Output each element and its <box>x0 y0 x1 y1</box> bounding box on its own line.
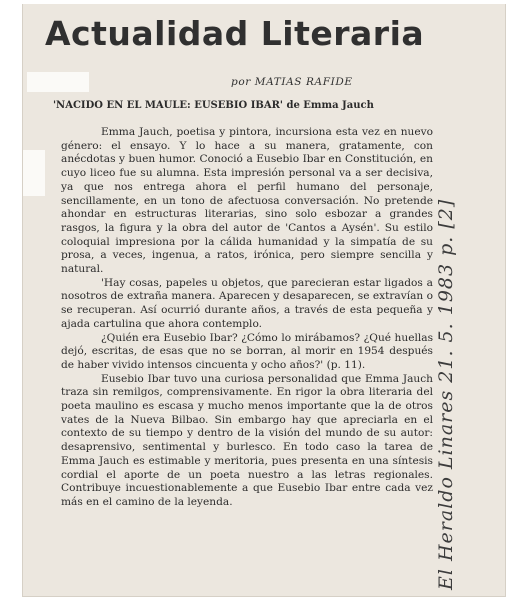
article-body <box>61 126 433 510</box>
column-headline: Actualidad Literaria <box>45 14 425 53</box>
paper-patch <box>23 150 45 196</box>
paragraph: Eusebio Ibar tuvo una curiosa personalidad que Emma Jauch traza sin remilgos, comprensivamente. En rigor la obra literaria del poeta maulino es escasa y mucho menos importante que la de otros vates de la Nueva Bilbao. Sin embargo hay que apreciarla en el contexto de su tiempo y dentro de la visión del mundo de su autor: desaprensivo, sentimental y burlesco. En todo caso la tarea de Emma Jauch es estimable y meritoria, pues presenta en una síntesis cordial el aporte de un poeta nuestro a las letras regionales. Contribuye incuestionablemente a que Eusebio Ibar entre cada vez más en el camino de la leyenda. <box>61 372 433 508</box>
paragraph: Emma Jauch, poetisa y pintora, incursiona esta vez en nuevo género: el ensayo. Y lo hace a su manera, gratamente, con anécdotas y buen humor. Conoció a Eusebio Ibar en Constitución, en cuyo liceo fue su alumna. Esta impresión personal va a ser decisiva, ya que nos entrega ahora el perfil humano del personaje, sencillamente, en un tono de afectuosa conversación. No pretende ahondar en estructuras literarias, sino solo esbozar a grandes rasgos, la figura y la obra del autor de 'Cantos a Aysén'. Su estilo coloquial impresiona por la cálida humanidad y la simpatía de su prosa, a veces, ingenua, a ratos, irónica, pero siempre sencilla y natural. <box>61 126 433 276</box>
article-subhead: 'NACIDO EN EL MAULE: EUSEBIO IBAR' de Emma Jauch <box>53 100 374 111</box>
paper-patch <box>27 72 89 92</box>
paragraph: 'Hay cosas, papeles u objetos, que parecieran estar ligados a nosotros de extraña manera. Aparecen y desaparecen, se extravían o se recuperan. Así ocurrió durante años, a través de esta pequeña y ajada cartulina que ahora contemplo. <box>61 276 433 330</box>
handwritten-source-note: El Heraldo Linares 21. 5. 1983 p. [2] <box>435 198 457 590</box>
byline: por MATIAS RAFIDE <box>231 76 353 88</box>
newspaper-clipping <box>22 4 506 597</box>
paragraph: ¿Quién era Eusebio Ibar? ¿Cómo lo mirábamos? ¿Qué huellas dejó, escritas, de esas que no se borran, al morir en 1954 después de haber vivido intensos cincuenta y ocho años?' (p. 11). <box>61 331 433 371</box>
